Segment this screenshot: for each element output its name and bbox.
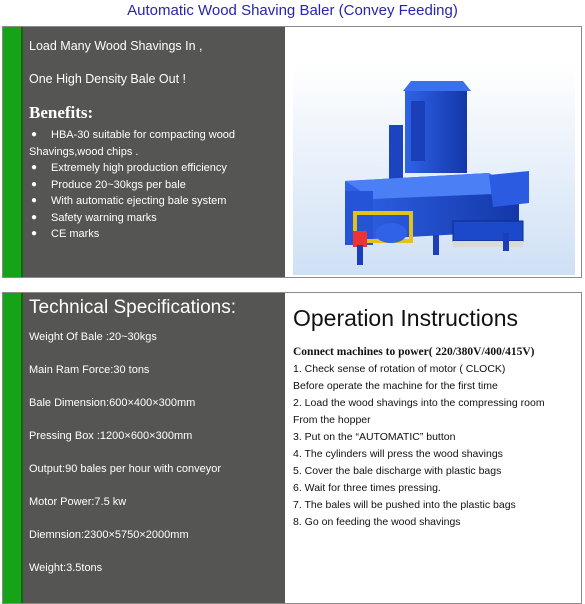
instruction-line: 6. Wait for three times pressing. <box>293 482 441 494</box>
spec-item: Output:90 bales per hour with conveyor <box>29 463 222 475</box>
instruction-line: 8. Go on feeding the wood shavings <box>293 516 461 528</box>
bullet-icon: ● <box>31 178 38 190</box>
bullet-icon: ● <box>31 162 38 173</box>
bullet-icon: ● <box>31 195 38 206</box>
benefits-text-box <box>23 27 285 277</box>
benefit-item: ● CE marks <box>29 226 279 243</box>
instruction-line: From the hopper <box>293 414 371 426</box>
operation-heading: Operation Instructions <box>293 305 519 331</box>
specs-panel <box>2 292 582 604</box>
benefit-item: ● Safety warning marks <box>29 210 279 227</box>
instruction-line: 5. Cover the bale discharge with plastic bags <box>293 465 502 477</box>
intro-line-2: One High Density Bale Out ! <box>29 72 187 86</box>
instruction-line: 1. Check sense of rotation of motor ( CLOCK) <box>293 363 506 375</box>
spec-item: Weight:3.5tons <box>29 562 103 574</box>
bullet-icon: ● <box>31 129 38 140</box>
benefit-item-continuation: Shavings,wood chips . <box>29 145 139 158</box>
page-title: Automatic Wood Shaving Baler (Convey Feeding) <box>127 2 458 19</box>
machine-photo-area <box>287 27 581 277</box>
benefits-heading: Benefits: <box>29 103 94 122</box>
operation-instructions <box>287 293 581 603</box>
spec-item: Weight Of Bale :20~30kgs <box>29 331 157 343</box>
benefits-panel <box>2 26 582 278</box>
benefits-list <box>29 127 279 243</box>
spec-item: Bale Dimension:600×400×300mm <box>29 397 196 409</box>
baler-machine-image <box>293 63 575 275</box>
intro-line-1: Load Many Wood Shavings In , <box>29 39 203 53</box>
spec-item: Pressing Box :1200×600×300mm <box>29 430 193 442</box>
spec-item: Motor Power:7.5 kw <box>29 496 127 508</box>
benefit-item: ● Extremely high production efficiency <box>29 160 279 177</box>
instruction-line: 7. The bales will be pushed into the plastic bags <box>293 499 516 511</box>
instruction-line: 4. The cylinders will press the wood shavings <box>293 448 503 460</box>
spec-item: Main Ram Force:30 tons <box>29 364 150 376</box>
tech-specs-box <box>23 293 285 603</box>
power-connection-note: Connect machines to power( 220/380V/400/415V) <box>293 346 535 358</box>
instruction-line: 2. Load the wood shavings into the compressing room <box>293 397 545 409</box>
instruction-line: 3. Put on the “AUTOMATIC” button <box>293 431 456 443</box>
bullet-icon: ● <box>31 211 38 223</box>
spec-item: Diemnsion:2300×5750×2000mm <box>29 529 189 541</box>
instruction-line: Before operate the machine for the first time <box>293 380 498 392</box>
tech-specs-heading: Technical Specifications: <box>29 297 236 318</box>
green-accent-bar <box>3 293 23 603</box>
benefit-item: ● With automatic ejecting bale system <box>29 193 279 210</box>
bullet-icon: ● <box>31 228 38 239</box>
green-accent-bar <box>3 27 23 277</box>
benefit-item: ● Produce 20~30kgs per bale <box>29 177 279 194</box>
benefit-item: ● HBA-30 suitable for compacting wood <box>29 127 279 144</box>
